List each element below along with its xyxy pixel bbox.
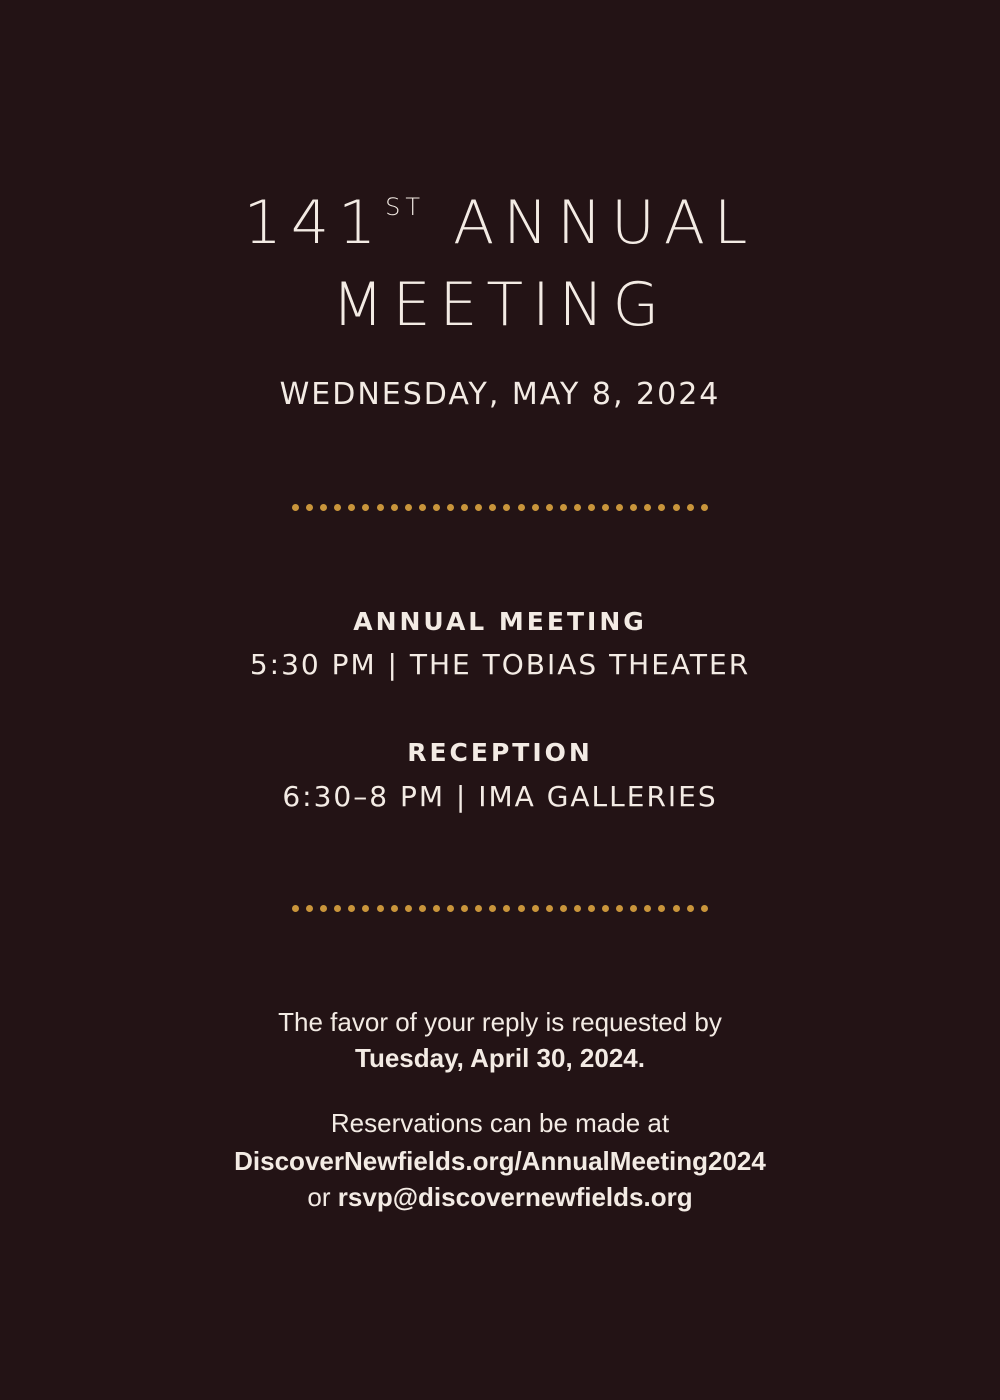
divider-dot [391, 905, 398, 912]
divider-dot [644, 504, 651, 511]
reservations-text: Reservations can be made at [330, 1108, 670, 1138]
divider-dot [658, 905, 665, 912]
divider-dot [334, 504, 341, 511]
rsvp-email-link[interactable]: rsvp@discovernewfields.org [337, 1182, 693, 1212]
divider-dot [405, 504, 412, 511]
divider-dot [616, 905, 623, 912]
divider-dot [532, 905, 539, 912]
event-date: WEDNESDAY, MAY 8, 2024 [279, 377, 721, 412]
divider-dot [377, 905, 384, 912]
divider-dot [588, 504, 595, 511]
dotted-divider-bottom [292, 905, 708, 913]
divider-dot [560, 504, 567, 511]
divider-dot [419, 905, 426, 912]
divider-dot [306, 504, 313, 511]
title-ordinal-suffix: ST [385, 193, 426, 221]
divider-dot [503, 504, 510, 511]
reservations-email-line [0, 1184, 1000, 1210]
divider-dot [348, 905, 355, 912]
divider-dot [391, 504, 398, 511]
divider-dot [701, 905, 708, 912]
divider-dot [475, 905, 482, 912]
reply-request-text: The favor of your reply is requested by [278, 1007, 722, 1037]
divider-dot [489, 905, 496, 912]
divider-dot [546, 905, 553, 912]
divider-dot [546, 504, 553, 511]
divider-dot [630, 905, 637, 912]
divider-dot [306, 905, 313, 912]
divider-dot [673, 905, 680, 912]
title-number: 141 [243, 188, 386, 258]
divider-dot [461, 504, 468, 511]
divider-dot [574, 504, 581, 511]
divider-dot [658, 504, 665, 511]
divider-dot [701, 504, 708, 511]
divider-dot [320, 905, 327, 912]
divider-dot [687, 905, 694, 912]
title-line-1 [0, 188, 1000, 258]
divider-dot [377, 504, 384, 511]
reservations-url-link[interactable]: DiscoverNewfields.org/AnnualMeeting2024 [234, 1146, 766, 1176]
divider-dot [560, 905, 567, 912]
divider-dot [419, 504, 426, 511]
reception-heading: RECEPTION [407, 738, 593, 767]
divider-dot [616, 504, 623, 511]
divider-dot [433, 504, 440, 511]
divider-dot [475, 504, 482, 511]
divider-dot [602, 504, 609, 511]
divider-dot [630, 504, 637, 511]
annual-meeting-details: 5:30 PM | THE TOBIAS THEATER [249, 648, 751, 681]
divider-dot [602, 905, 609, 912]
divider-dot [518, 905, 525, 912]
title-annual: ANNUAL [453, 188, 757, 258]
divider-dot [644, 905, 651, 912]
divider-dot [292, 504, 299, 511]
divider-dot [461, 905, 468, 912]
divider-dot [348, 504, 355, 511]
divider-dot [447, 905, 454, 912]
divider-dot [292, 905, 299, 912]
divider-dot [447, 504, 454, 511]
divider-dot [433, 905, 440, 912]
reception-details: 6:30–8 PM | IMA GALLERIES [282, 780, 718, 813]
divider-dot [489, 504, 496, 511]
divider-dot [518, 504, 525, 511]
divider-dot [362, 905, 369, 912]
divider-dot [588, 905, 595, 912]
divider-dot [574, 905, 581, 912]
divider-dot [503, 905, 510, 912]
divider-dot [687, 504, 694, 511]
or-label: or [307, 1182, 331, 1212]
dotted-divider-top [292, 504, 708, 512]
divider-dot [673, 504, 680, 511]
divider-dot [334, 905, 341, 912]
divider-dot [532, 504, 539, 511]
divider-dot [320, 504, 327, 511]
reply-deadline: Tuesday, April 30, 2024. [355, 1043, 645, 1073]
title-line-2: MEETING [331, 270, 669, 340]
divider-dot [362, 504, 369, 511]
divider-dot [405, 905, 412, 912]
annual-meeting-heading: ANNUAL MEETING [353, 607, 647, 636]
